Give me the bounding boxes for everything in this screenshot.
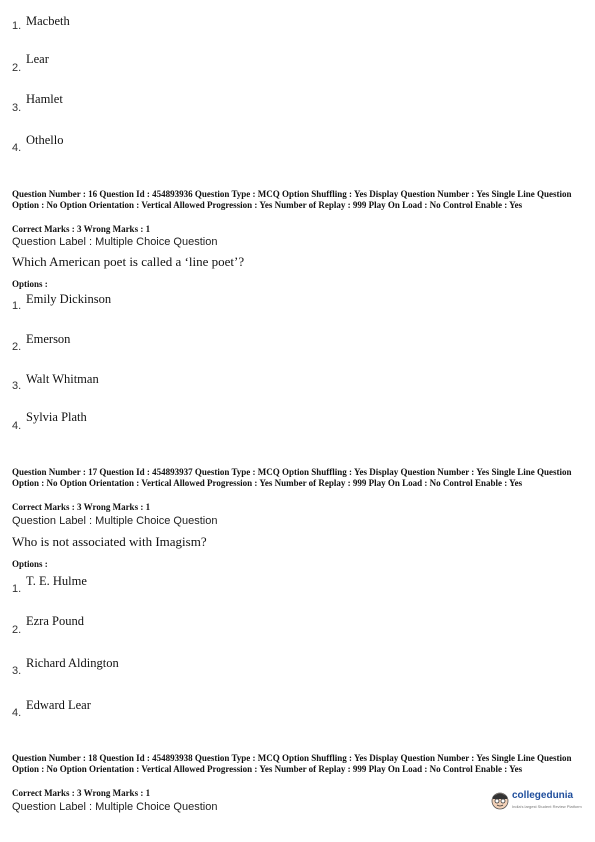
question-meta: Question Number : 16 Question Id : 454893936 Question Type : MCQ Option Shuffling : Yes Display Question Number : Yes Single Line Question Option : No Option Orientation : Vertical Allowed Progression : Yes Number of Replay : 999 Play On Load : No Control Enable : Yes bbox=[12, 189, 572, 210]
option-number: 3. bbox=[12, 380, 22, 392]
option-number: 1. bbox=[12, 583, 22, 595]
option-text[interactable]: Edward Lear bbox=[26, 698, 91, 712]
option-text[interactable]: Emily Dickinson bbox=[26, 292, 112, 306]
option-number: 3. bbox=[12, 665, 22, 677]
option-number: 2. bbox=[12, 62, 22, 74]
option-text[interactable]: Lear bbox=[26, 52, 49, 66]
option-number: 2. bbox=[12, 341, 22, 353]
option-text[interactable]: Hamlet bbox=[26, 92, 63, 106]
question-label: Question Label : Multiple Choice Question bbox=[12, 236, 218, 248]
option-text[interactable]: Macbeth bbox=[26, 14, 70, 28]
option-text[interactable]: Walt Whitman bbox=[26, 372, 99, 386]
question-text: Who is not associated with Imagism? bbox=[12, 534, 207, 549]
question-text: Which American poet is called a ‘line poet’? bbox=[12, 254, 245, 269]
question-meta: Question Number : 17 Question Id : 454893937 Question Type : MCQ Option Shuffling : Yes Display Question Number : Yes Single Line Question Option : No Option Orientation : Vertical Allowed Progression : Yes Number of Replay : 999 Play On Load : No Control Enable : Yes bbox=[12, 467, 572, 488]
mascot-icon bbox=[490, 790, 510, 810]
option-number: 1. bbox=[12, 20, 22, 32]
question-meta: Question Number : 18 Question Id : 454893938 Question Type : MCQ Option Shuffling : Yes Display Question Number : Yes Single Line Question Option : No Option Orientation : Vertical Allowed Progression : Yes Number of Replay : 999 Play On Load : No Control Enable : Yes bbox=[12, 753, 572, 774]
logo-tagline: India's largest Student Review Platform bbox=[512, 804, 582, 809]
option-text[interactable]: Ezra Pound bbox=[26, 614, 84, 628]
option-number: 2. bbox=[12, 624, 22, 636]
option-number: 1. bbox=[12, 300, 22, 312]
options-heading: Options : bbox=[12, 559, 48, 569]
option-text[interactable]: Emerson bbox=[26, 332, 71, 346]
options-heading: Options : bbox=[12, 279, 48, 289]
option-number: 3. bbox=[12, 102, 22, 114]
collegedunia-logo bbox=[490, 788, 590, 816]
option-text[interactable]: Richard Aldington bbox=[26, 656, 119, 670]
question-marks: Correct Marks : 3 Wrong Marks : 1 bbox=[12, 788, 151, 798]
option-number: 4. bbox=[12, 707, 22, 719]
option-text[interactable]: Othello bbox=[26, 133, 64, 147]
question-label: Question Label : Multiple Choice Question bbox=[12, 801, 218, 813]
option-text[interactable]: T. E. Hulme bbox=[26, 574, 87, 588]
option-number: 4. bbox=[12, 142, 22, 154]
question-marks: Correct Marks : 3 Wrong Marks : 1 bbox=[12, 502, 151, 512]
option-text[interactable]: Sylvia Plath bbox=[26, 410, 87, 424]
option-number: 4. bbox=[12, 420, 22, 432]
question-label: Question Label : Multiple Choice Question bbox=[12, 515, 218, 527]
question-marks: Correct Marks : 3 Wrong Marks : 1 bbox=[12, 224, 151, 234]
logo-name: collegedunia bbox=[512, 790, 574, 801]
